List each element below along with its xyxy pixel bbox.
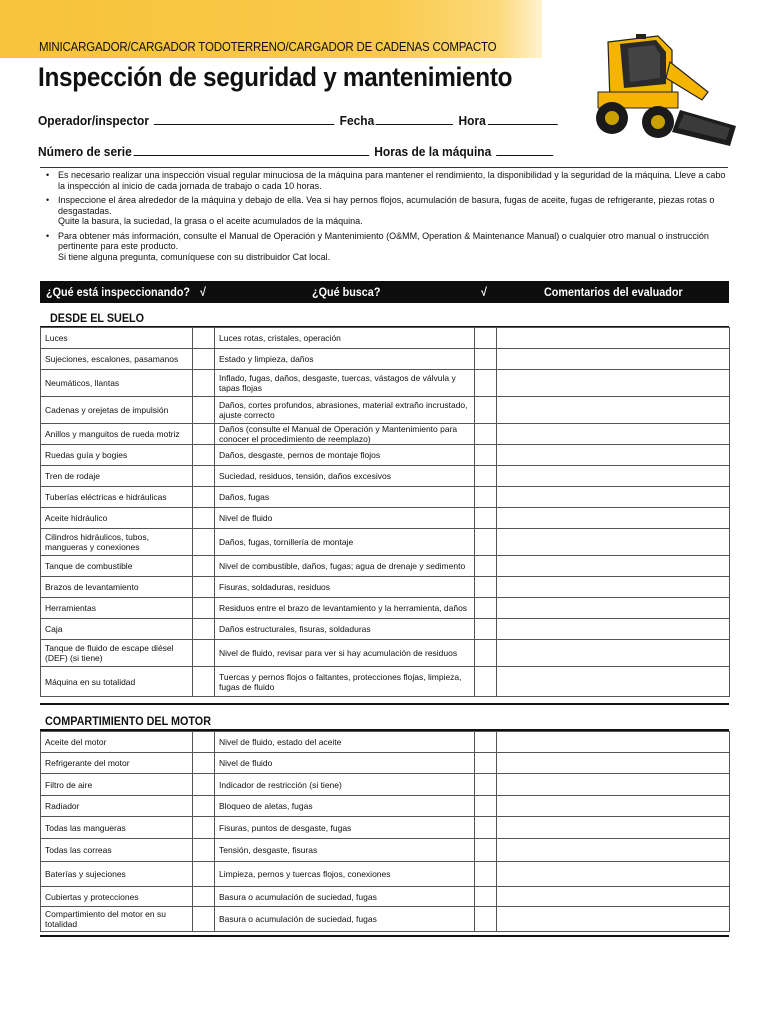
check-box[interactable] [193, 753, 215, 774]
table-row [41, 732, 730, 753]
check-box[interactable] [193, 862, 215, 887]
check-box[interactable] [193, 887, 215, 907]
item-cell: Sujeciones, escalones, pasamanos [41, 349, 193, 370]
instructions [44, 170, 734, 266]
item-cell: Brazos de levantamiento [41, 577, 193, 598]
comment-field[interactable] [497, 397, 730, 424]
item-cell: Anillos y manguitos de rueda motriz [41, 424, 193, 445]
table-row [41, 466, 730, 487]
look-for-cell: Daños (consulte el Manual de Operación y Mantenimiento para conocer el procedimiento de reemplazo) [215, 424, 475, 445]
comment-field[interactable] [497, 370, 730, 397]
check-box[interactable] [475, 466, 497, 487]
item-cell: Aceite hidráulico [41, 508, 193, 529]
check-box[interactable] [193, 445, 215, 466]
look-for-cell: Daños, fugas, tornillería de montaje [215, 529, 475, 556]
table-row [41, 556, 730, 577]
look-for-cell: Nivel de fluido, revisar para ver si hay acumulación de residuos [215, 640, 475, 667]
check-box[interactable] [193, 424, 215, 445]
check-box[interactable] [475, 640, 497, 667]
header-col-inspecting: ¿Qué está inspeccionando? [46, 285, 191, 299]
skid-steer-loader-icon [580, 22, 740, 152]
check-box[interactable] [193, 556, 215, 577]
comment-field[interactable] [497, 424, 730, 445]
table-row [41, 508, 730, 529]
look-for-cell: Nivel de fluido, estado del aceite [215, 732, 475, 753]
look-for-cell: Basura o acumulación de suciedad, fugas [215, 907, 475, 932]
serial-line [38, 144, 555, 159]
check-box[interactable] [475, 508, 497, 529]
comment-field[interactable] [497, 529, 730, 556]
check-box[interactable] [475, 349, 497, 370]
header-rule [40, 167, 728, 168]
look-for-cell: Limpieza, pernos y tuercas flojos, conexiones [215, 862, 475, 887]
table-row [41, 907, 730, 932]
look-for-cell: Daños, desgaste, pernos de montaje flojos [215, 445, 475, 466]
comment-field[interactable] [497, 349, 730, 370]
check-box[interactable] [193, 397, 215, 424]
check-box[interactable] [193, 529, 215, 556]
check-box[interactable] [193, 907, 215, 932]
item-cell: Herramientas [41, 598, 193, 619]
check-box[interactable] [475, 487, 497, 508]
note-1: • Es necesario realizar una inspección visual regular minuciosa de la máquina para mantener el rendimiento, la disponibilidad y la seguridad de la máquina. Lleve a cabo la inspección al inicio de cada jornada de trabajo o cada 10 horas. [44, 170, 734, 191]
check-box[interactable] [475, 598, 497, 619]
table-row [41, 887, 730, 907]
item-cell: Tuberías eléctricas e hidráulicas [41, 487, 193, 508]
header-col-looking-for: ¿Qué busca? [312, 285, 381, 299]
look-for-cell: Suciedad, residuos, tensión, daños excesivos [215, 466, 475, 487]
check-box[interactable] [475, 577, 497, 598]
look-for-cell: Daños, cortes profundos, abrasiones, material extraño incrustado, ajuste correcto [215, 397, 475, 424]
comment-field[interactable] [497, 753, 730, 774]
check-box[interactable] [475, 732, 497, 753]
banner-text: MINICARGADOR/CARGADOR TODOTERRENO/CARGADOR DE CADENAS COMPACTO [39, 40, 497, 54]
section-title-ground: DESDE EL SUELO [50, 311, 145, 325]
item-cell: Compartimiento del motor en su totalidad [41, 907, 193, 932]
comment-field[interactable] [497, 598, 730, 619]
note-2: • Inspeccione el área alrededor de la máquina y debajo de ella. Vea si hay pernos flojos, acumulación de basura, fugas de aceite, fugas de refrigerante, piezas rotas o desgastadas. Quite la basura, la suciedad, la grasa o el aceite acumulados de la máquina. [44, 195, 734, 227]
look-for-cell: Nivel de fluido [215, 753, 475, 774]
check-box[interactable] [193, 487, 215, 508]
table-row [41, 529, 730, 556]
check-box[interactable] [475, 328, 497, 349]
look-for-cell: Tensión, desgaste, fisuras [215, 839, 475, 862]
table-header [40, 281, 729, 303]
date-label: Fecha [339, 113, 375, 128]
table-row [41, 839, 730, 862]
item-cell: Refrigerante del motor [41, 753, 193, 774]
check-box[interactable] [475, 887, 497, 907]
table-row [41, 753, 730, 774]
item-cell: Neumáticos, llantas [41, 370, 193, 397]
item-cell: Aceite del motor [41, 732, 193, 753]
hours-field[interactable] [496, 144, 553, 156]
operator-line [38, 113, 559, 128]
check-box[interactable] [193, 774, 215, 796]
check-box[interactable] [475, 556, 497, 577]
serial-field[interactable] [134, 144, 370, 156]
section-title-engine: COMPARTIMIENTO DEL MOTOR [45, 714, 212, 728]
time-label: Hora [458, 113, 486, 128]
check-box[interactable] [475, 753, 497, 774]
look-for-cell: Inflado, fugas, daños, desgaste, tuercas, vástagos de válvula y tapas flojas [215, 370, 475, 397]
check-box[interactable] [193, 796, 215, 817]
table-row [41, 640, 730, 667]
inspection-table-engine [40, 731, 730, 932]
comment-field[interactable] [497, 445, 730, 466]
check-box[interactable] [193, 328, 215, 349]
comment-field[interactable] [497, 732, 730, 753]
date-field[interactable] [376, 113, 453, 125]
check-box[interactable] [475, 862, 497, 887]
item-cell: Ruedas guía y bogies [41, 445, 193, 466]
comment-field[interactable] [497, 619, 730, 640]
look-for-cell: Daños estructurales, fisuras, soldaduras [215, 619, 475, 640]
comment-field[interactable] [497, 328, 730, 349]
check-box[interactable] [475, 397, 497, 424]
check-box[interactable] [475, 619, 497, 640]
inspection-table-ground [40, 327, 730, 697]
item-cell: Cadenas y orejetas de impulsión [41, 397, 193, 424]
check-box[interactable] [475, 370, 497, 397]
table-row [41, 862, 730, 887]
look-for-cell: Basura o acumulación de suciedad, fugas [215, 887, 475, 907]
check-box[interactable] [475, 529, 497, 556]
check-box[interactable] [193, 466, 215, 487]
operator-field[interactable] [154, 113, 334, 125]
table-row [41, 487, 730, 508]
check-box[interactable] [193, 370, 215, 397]
hours-label: Horas de la máquina [374, 144, 492, 159]
item-cell: Todas las correas [41, 839, 193, 862]
comment-field[interactable] [497, 817, 730, 839]
check-box[interactable] [475, 774, 497, 796]
item-cell: Tanque de fluido de escape diésel (DEF) (si tiene) [41, 640, 193, 667]
check-box[interactable] [475, 907, 497, 932]
page-title: Inspección de seguridad y mantenimiento [38, 62, 513, 92]
comment-field[interactable] [497, 907, 730, 932]
comment-field[interactable] [497, 667, 730, 697]
check-box[interactable] [475, 839, 497, 862]
table-row [41, 619, 730, 640]
comment-field[interactable] [497, 556, 730, 577]
header-check-1: √ [200, 285, 206, 299]
comment-field[interactable] [497, 839, 730, 862]
check-box[interactable] [475, 445, 497, 466]
comment-field[interactable] [497, 887, 730, 907]
check-box[interactable] [193, 349, 215, 370]
item-cell: Radiador [41, 796, 193, 817]
check-box[interactable] [475, 796, 497, 817]
check-box[interactable] [193, 619, 215, 640]
item-cell: Luces [41, 328, 193, 349]
check-box[interactable] [193, 577, 215, 598]
look-for-cell: Daños, fugas [215, 487, 475, 508]
item-cell: Tren de rodaje [41, 466, 193, 487]
table-row [41, 349, 730, 370]
serial-label: Número de serie [38, 144, 132, 159]
section-bottom-line [40, 703, 729, 705]
look-for-cell: Residuos entre el brazo de levantamiento y la herramienta, daños [215, 598, 475, 619]
look-for-cell: Bloqueo de aletas, fugas [215, 796, 475, 817]
comment-field[interactable] [497, 487, 730, 508]
look-for-cell: Fisuras, soldaduras, residuos [215, 577, 475, 598]
look-for-cell: Estado y limpieza, daños [215, 349, 475, 370]
section-bottom-line [40, 935, 729, 937]
item-cell: Máquina en su totalidad [41, 667, 193, 697]
look-for-cell: Fisuras, puntos de desgaste, fugas [215, 817, 475, 839]
note-3: • Para obtener más información, consulte el Manual de Operación y Mantenimiento (O&MM, Operation & Maintenance Manual) o cualquier otro manual o instrucción pertinente para este producto. Si tiene alguna pregunta, comuníquese con su distribuidor Cat local. [44, 231, 734, 263]
table-row [41, 397, 730, 424]
item-cell: Caja [41, 619, 193, 640]
table-row [41, 817, 730, 839]
table-row [41, 796, 730, 817]
table-row [41, 424, 730, 445]
comment-field[interactable] [497, 774, 730, 796]
comment-field[interactable] [497, 796, 730, 817]
look-for-cell: Luces rotas, cristales, operación [215, 328, 475, 349]
check-box[interactable] [193, 667, 215, 697]
item-cell: Tanque de combustible [41, 556, 193, 577]
look-for-cell: Indicador de restricción (si tiene) [215, 774, 475, 796]
table-row [41, 667, 730, 697]
check-box[interactable] [193, 598, 215, 619]
check-box[interactable] [193, 640, 215, 667]
check-box[interactable] [193, 732, 215, 753]
header-col-comments: Comentarios del evaluador [544, 285, 683, 299]
check-box[interactable] [193, 508, 215, 529]
comment-field[interactable] [497, 577, 730, 598]
look-for-cell: Nivel de combustible, daños, fugas; agua de drenaje y sedimento [215, 556, 475, 577]
comment-field[interactable] [497, 508, 730, 529]
comment-field[interactable] [497, 640, 730, 667]
item-cell: Todas las mangueras [41, 817, 193, 839]
header-check-2: √ [481, 285, 487, 299]
table-row [41, 445, 730, 466]
check-box[interactable] [193, 839, 215, 862]
table-row [41, 598, 730, 619]
item-cell: Baterías y sujeciones [41, 862, 193, 887]
table-row [41, 328, 730, 349]
time-field[interactable] [488, 113, 558, 125]
check-box[interactable] [193, 817, 215, 839]
check-box[interactable] [475, 817, 497, 839]
check-box[interactable] [475, 424, 497, 445]
item-cell: Cubiertas y protecciones [41, 887, 193, 907]
check-box[interactable] [475, 667, 497, 697]
item-cell: Filtro de aire [41, 774, 193, 796]
look-for-cell: Tuercas y pernos flojos o faltantes, protecciones flojas, limpieza, fugas de fluido [215, 667, 475, 697]
item-cell: Cilindros hidráulicos, tubos, mangueras y conexiones [41, 529, 193, 556]
look-for-cell: Nivel de fluido [215, 508, 475, 529]
operator-label: Operador/inspector [38, 113, 149, 128]
table-row [41, 370, 730, 397]
comment-field[interactable] [497, 466, 730, 487]
table-row [41, 577, 730, 598]
comment-field[interactable] [497, 862, 730, 887]
table-row [41, 774, 730, 796]
